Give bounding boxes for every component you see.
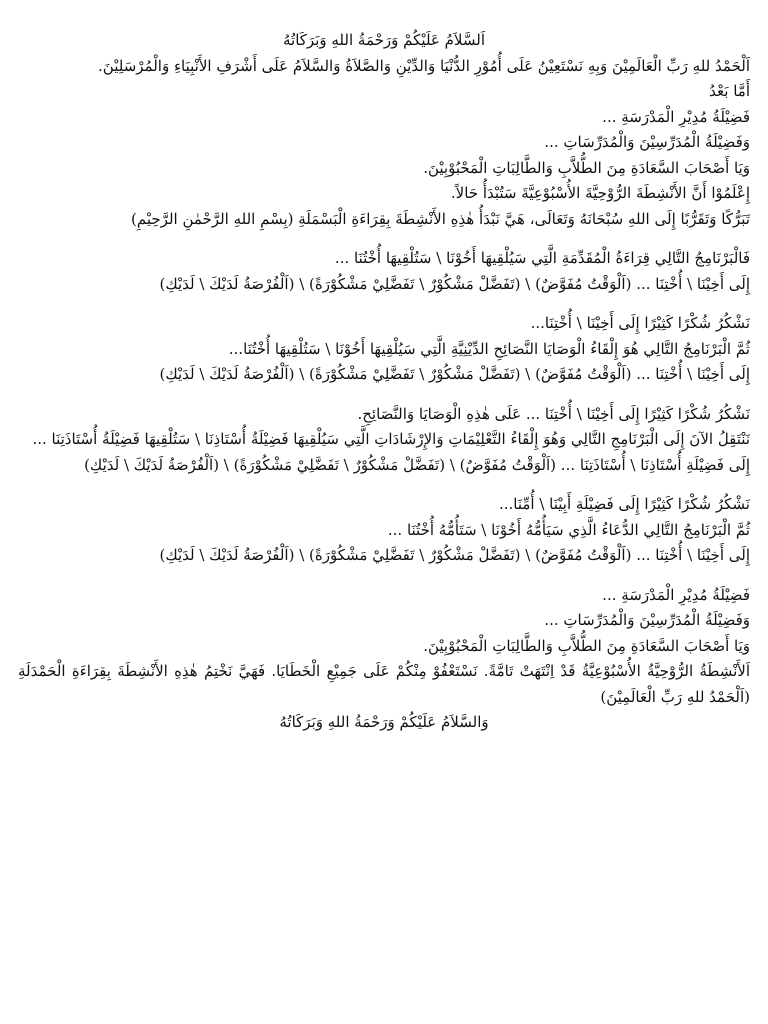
doc-line: نَشْكُرُ شُكْرًا كَثِيْرًا إِلَى أَخِيْنَا \ أُخْتِنَا ... عَلَى هٰذِهِ الْوَصَايَا وَالنَّصَائِحِ. (357, 404, 750, 423)
doc-line: إِلَى أَخِيْنَا \ أُخْتِنَا ... (اَلْوَقْتُ مُفَوَّضٌ) \ (تَفَضَّلْ مَشْكُوْرٌ \ تَفَضَّلِيْ مَشْكُوْرَةً) \ (اَلْفُرْصَةُ لَدَيْكَ \ لَدَيْكِ) (159, 365, 750, 383)
doc-line: إِعْلَمُوْا أَنَّ الأَنْشِطَةَ الرُّوْحِيَّةَ الأُسْبُوْعِيَّةَ سَتُبْدَأُ حَالاً. (450, 184, 750, 202)
section-gap (18, 388, 750, 402)
section-gap (18, 232, 750, 246)
section-gap (18, 478, 750, 492)
doc-line: ثُمَّ الْبَرْنَامِجُ التَّالِي الدُّعَاءُ الَّذِي سَيَأُمُّهُ أَخُوْنَا \ سَتَأُمُّهُ أُخْتُنَا ... (387, 520, 750, 539)
doc-line: وَيَا أَصْحَابَ السَّعَادَةِ مِنَ الطُّلاَّبِ وَالطَّالِبَاتِ الْمَحْبُوْبِيْنَ. (423, 636, 750, 655)
doc-line: وَفَضِيْلَةُ الْمُدَرِّسِيْنَ وَالْمُدَرِّسَاتِ ... (544, 133, 750, 151)
doc-line: إِلَى أَخِيْنَا \ أُخْتِنَا ... (اَلْوَقْتُ مُفَوَّضٌ) \ (تَفَضَّلْ مَشْكُوْرٌ \ تَفَضَّلِيْ مَشْكُوْرَةً) \ (اَلْفُرْصَةُ لَدَيْكَ \ لَدَيْكِ) (159, 274, 750, 293)
doc-line: فَضِيْلَةُ مُدِيْرِ الْمَدْرَسَةِ ... (602, 585, 750, 604)
doc-line: إِلَى فَضِيْلَةِ أُسْتَاذِنَا \ أُسْتَاذَتِنَا ... (اَلْوَقْتُ مُفَوَّضٌ) \ (تَفَضَّلْ مَشْكُوْرٌ \ تَفَضَّلِيْ مَشْكُوْرَةً) \ (اَلْفُرْصَةُ لَدَيْكَ \ لَدَيْكِ) (84, 455, 750, 474)
doc-line: فَالْبَرْنَامِجُ التَّالِي قِرَاءَةُ الْمُقَدِّمَةِ الَّتِي سَيُلْقِيهَا أَخُوْنَا \ سَتُلْقِيهَا أُخْتُنَا ... (334, 249, 750, 267)
section-gap (18, 569, 750, 583)
doc-line: نَشْكُرُ شُكْرًا كَثِيْرًا إِلَى فَضِيْلَةِ أَبِيْنَا \ أُمِّنَا... (498, 495, 750, 513)
doc-paragraph: نَنْتَقِلُ الآنَ إِلَى الْبَرْنَامِجِ التَّالِي وَهُوَ إِلْقَاءُ التَّعْلِيْمَاتِ وَالإِرْشَادَاتِ الَّتِي سَيُلْقِيهَا فَضِيْلَةُ أُسْتَاذِنَا \ سَتُلْقِيهَا فَضِيْلَةُ أُسْتَاذَتِنَا ... (32, 430, 750, 448)
opening-greeting: اَلسَّلاَمُ عَلَيْكُمْ وَرَحْمَةُ اللهِ وَبَرَكَاتُهُ (283, 31, 485, 49)
section-gap (18, 297, 750, 311)
doc-line: إِلَى أَخِيْنَا \ أُخْتِنَا ... (اَلْوَقْتُ مُفَوَّضٌ) \ (تَفَضَّلْ مَشْكُوْرٌ \ تَفَضَّلِيْ مَشْكُوْرَةً) \ (اَلْفُرْصَةُ لَدَيْكَ \ لَدَيْكِ) (159, 546, 750, 564)
doc-line: اَلْحَمْدُ للهِ رَبِّ الْعَالَمِيْنَ وَبِهِ نَسْتَعِيْنُ عَلَى أُمُوْرِ الدُّنْيَا وَالدِّيْنِ وَالصَّلاَةُ وَالسَّلاَمُ عَلَى أَشْرَفِ الأَنْبِيَاءِ وَالْمُرْسَلِيْنَ. (98, 56, 750, 75)
doc-line: وَيَا أَصْحَابَ السَّعَادَةِ مِنَ الطُّلاَّبِ وَالطَّالِبَاتِ الْمَحْبُوْبِيْنَ. (423, 158, 750, 177)
doc-line: نَشْكُرُ شُكْرًا كَثِيْرًا إِلَى أَخِيْنَا \ أُخْتِنَا... (530, 314, 750, 332)
doc-paragraph: اَلأَنْشِطَةُ الرُّوْحِيَّةُ الأُسْبُوْعِيَّةُ قَدْ اِنْتَهَتْ تَامَّةً. نَسْتَعْفُوْ مِنْكُمْ عَلَى جَمِيْعِ الْخَطَايَا. فَهَيَّ نَخْتِمُ هٰذِهِ الأَنْشِطَةَ بِقِرَاءَةِ الْحَمْدَلَةِ (اَلْحَمْدُ للهِ رَبِّ الْعَالَمِيْنَ) (18, 662, 750, 706)
doc-line: وَفَضِيْلَةُ الْمُدَرِّسِيْنَ وَالْمُدَرِّسَاتِ ... (544, 611, 750, 629)
closing-greeting: وَالسَّلاَمُ عَلَيْكُمْ وَرَحْمَةُ اللهِ وَبَرَكَاتُهُ (279, 713, 489, 731)
doc-line: فَضِيْلَةُ مُدِيْرِ الْمَدْرَسَةِ ... (602, 107, 750, 126)
document-page (18, 28, 750, 736)
doc-line: تَبَرُّكًا وَتَقَرُّبًا إِلَى اللهِ سُبْحَانَهُ وَتَعَالَى، هَيَّ نَبْدَأُ هٰذِهِ الأَنْشِطَةَ بِقِرَاءَةِ الْبَسْمَلَةِ (بِسْمِ اللهِ الرَّحْمٰنِ الرَّحِيْمِ) (131, 209, 750, 228)
doc-line: أَمَّا بَعْدُ (709, 82, 750, 100)
doc-line: ثُمَّ الْبَرْنَامِجُ التَّالِي هُوَ إِلْقَاءُ الْوَصَايَا النَّصَائِحِ الدِّيْنِيَّةِ الَّتِي سَيُلْقِيهَا أَخُوْنَا \ سَتُلْقِيهَا أُخْتُنَا... (228, 339, 750, 358)
